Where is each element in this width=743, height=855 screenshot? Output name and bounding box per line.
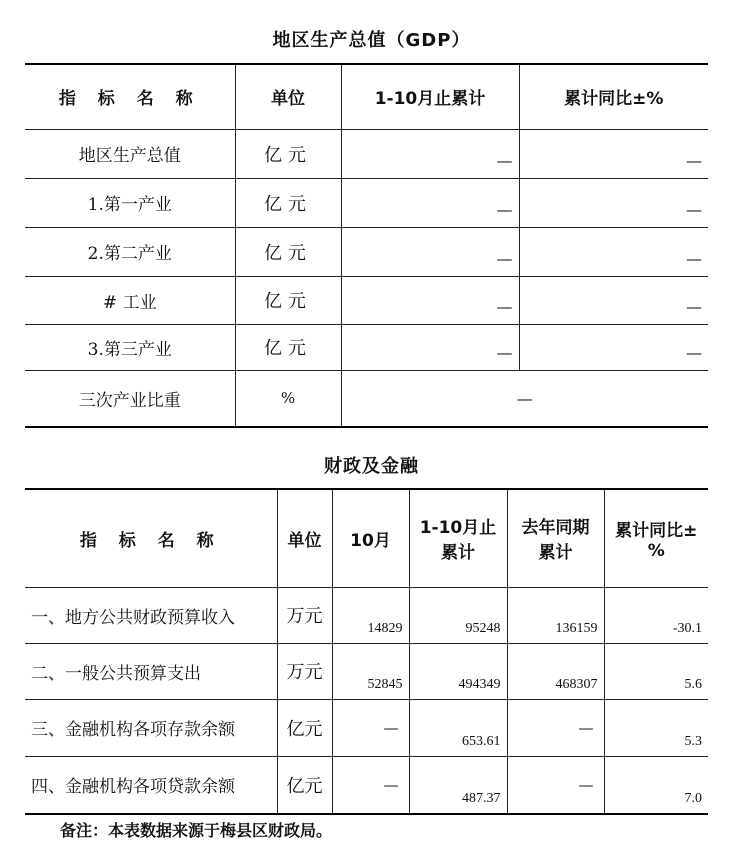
row-yoy: — bbox=[519, 276, 708, 324]
row-name: 1.第一产业 bbox=[25, 178, 235, 227]
row-unit: 万元 bbox=[277, 643, 332, 699]
header-unit: 单位 bbox=[277, 489, 332, 587]
gdp-table bbox=[25, 63, 708, 428]
row-name: 二、一般公共预算支出 bbox=[25, 643, 277, 699]
row-name: 3.第三产业 bbox=[25, 324, 235, 370]
row-name: # 工业 bbox=[25, 276, 235, 324]
row-cumulative: — bbox=[341, 324, 519, 370]
row-unit: 亿元 bbox=[235, 129, 341, 178]
row-merged-value: — bbox=[341, 370, 708, 427]
row-yoy: — bbox=[519, 227, 708, 276]
header-indicator: 指 标 名 称 bbox=[25, 489, 277, 587]
table-row bbox=[25, 178, 708, 227]
table-row bbox=[25, 756, 708, 814]
row-unit: 亿元 bbox=[235, 227, 341, 276]
row-unit: 亿元 bbox=[235, 178, 341, 227]
row-month: 14829 bbox=[332, 587, 409, 643]
header-yoy: 累计同比±% bbox=[519, 64, 708, 129]
finance-table-title: 财政及金融 bbox=[324, 456, 419, 477]
row-cumulative: 95248 bbox=[409, 587, 507, 643]
row-unit: 亿元 bbox=[277, 756, 332, 814]
row-yoy: — bbox=[519, 178, 708, 227]
row-yoy: 5.3 bbox=[604, 699, 708, 756]
row-name: 四、金融机构各项贷款余额 bbox=[25, 756, 277, 814]
table-row bbox=[25, 699, 708, 756]
table-row bbox=[25, 324, 708, 370]
row-name: 三次产业比重 bbox=[25, 370, 235, 427]
row-last-year: 136159 bbox=[507, 587, 604, 643]
row-yoy: 5.6 bbox=[604, 643, 708, 699]
row-yoy: 7.0 bbox=[604, 756, 708, 814]
row-cumulative: 494349 bbox=[409, 643, 507, 699]
finance-table bbox=[25, 488, 708, 815]
row-unit: 亿元 bbox=[277, 699, 332, 756]
row-unit: 亿元 bbox=[235, 324, 341, 370]
table-row bbox=[25, 587, 708, 643]
row-cumulative: — bbox=[341, 276, 519, 324]
table-row bbox=[25, 643, 708, 699]
row-cumulative: — bbox=[341, 178, 519, 227]
row-name: 三、金融机构各项存款余额 bbox=[25, 699, 277, 756]
gdp-header-row bbox=[25, 64, 708, 129]
table-row bbox=[25, 129, 708, 178]
row-unit: 万元 bbox=[277, 587, 332, 643]
row-name: 地区生产总值 bbox=[25, 129, 235, 178]
row-cumulative: — bbox=[341, 227, 519, 276]
footnote: 备注：本表数据来源于梅县区财政局。 bbox=[60, 821, 333, 840]
header-last-year: 去年同期累计 bbox=[507, 489, 604, 587]
table-row bbox=[25, 276, 708, 324]
row-name: 2.第二产业 bbox=[25, 227, 235, 276]
header-cumulative: 1-10月止累计 bbox=[409, 489, 507, 587]
header-cumulative: 1-10月止累计 bbox=[341, 64, 519, 129]
finance-header-row bbox=[25, 489, 708, 587]
row-month: — bbox=[332, 756, 409, 814]
row-last-year: 468307 bbox=[507, 643, 604, 699]
row-cumulative: 487.37 bbox=[409, 756, 507, 814]
header-indicator: 指 标 名 称 bbox=[25, 64, 235, 129]
row-month: 52845 bbox=[332, 643, 409, 699]
table-row bbox=[25, 227, 708, 276]
row-month: — bbox=[332, 699, 409, 756]
row-unit: 亿元 bbox=[235, 276, 341, 324]
row-cumulative: — bbox=[341, 129, 519, 178]
header-month: 10月 bbox=[332, 489, 409, 587]
header-yoy: 累计同比±% bbox=[604, 489, 708, 587]
row-cumulative: 653.61 bbox=[409, 699, 507, 756]
row-yoy: -30.1 bbox=[604, 587, 708, 643]
table-row bbox=[25, 370, 708, 427]
header-unit: 单位 bbox=[235, 64, 341, 129]
gdp-table-title: 地区生产总值（GDP） bbox=[272, 30, 471, 51]
row-unit: % bbox=[235, 370, 341, 427]
row-yoy: — bbox=[519, 129, 708, 178]
row-name: 一、地方公共财政预算收入 bbox=[25, 587, 277, 643]
row-last-year: — bbox=[507, 756, 604, 814]
row-yoy: — bbox=[519, 324, 708, 370]
row-last-year: — bbox=[507, 699, 604, 756]
